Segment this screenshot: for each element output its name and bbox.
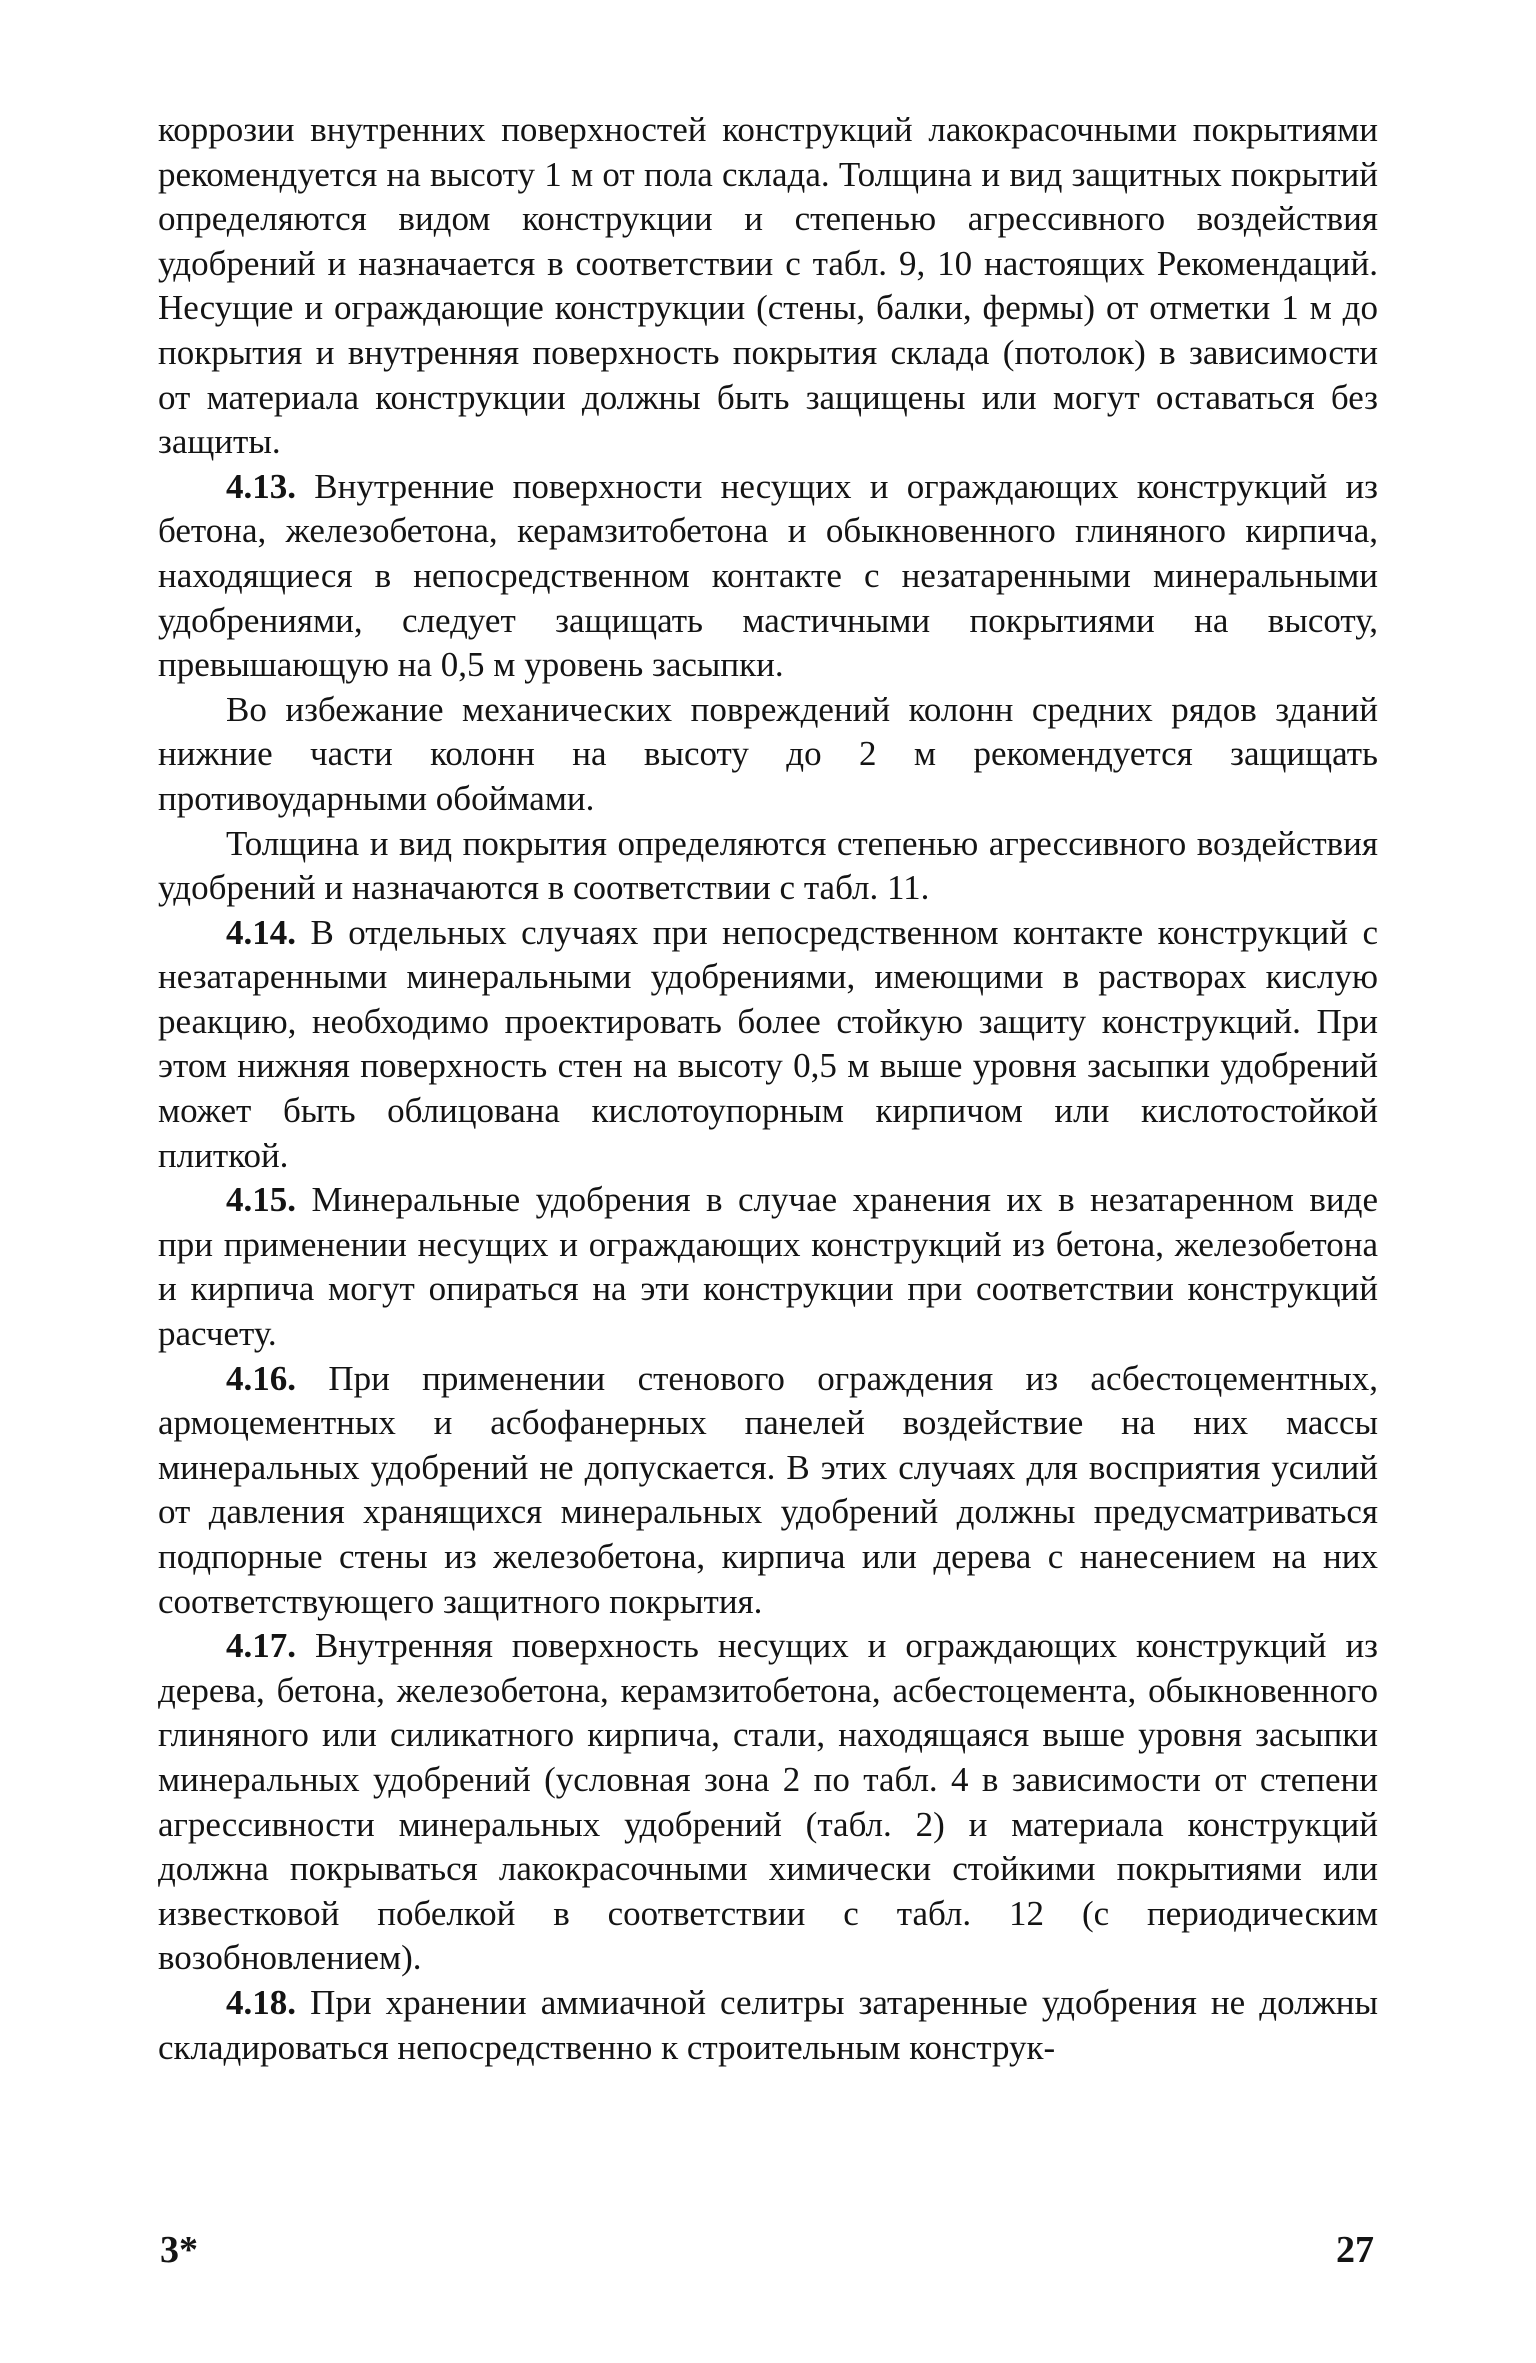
paragraph-coating-thickness [158,822,1378,911]
paragraph-text: Внутренние поверхности несущих и ограждающих конструкций из бетона, железобетона, керамзитобетона и обыкновенного глиняного кирпича, находящиеся в непосредственном контакте с незатаренными минеральными удобрениями, следует защищать мастичными покрытиями на высоту, превышающую на 0,5 м уровень засыпки. [158,466,1378,685]
page-footer [0,2228,1536,2288]
page-body [158,108,1378,2070]
section-number: 4.18. [226,1982,296,2022]
section-number: 4.15. [226,1180,296,1220]
paragraph-4-15 [158,1178,1378,1356]
paragraph-text: коррозии внутренних поверхностей конструкций лакокрасочными покрытиями рекомендуется на высоту 1 м от пола склада. Толщина и вид защитных покрытий определяются видом конструкции и степенью агрессивного воздействия удобрений и назначается в соответствии с табл. 9, 10 настоящих Рекомендаций. Несущие и ограждающие конструкции (стены, балки, фермы) от отметки 1 м до покрытия и внутренняя поверхность покрытия склада (потолок) в зависимости от материала конструкции должны быть защищены или могут оставаться без защиты. [158,110,1378,462]
page-number: 27 [1336,2229,1374,2271]
paragraph-text: В отдельных случаях при непосредственном контакте конструкций с незатаренными минеральными удобрениями, имеющими в растворах кислую реакцию, необходимо проектировать более стойкую защиту конструкций. При этом нижняя поверхность стен на высоту 0,5 м выше уровня засыпки удобрений может быть облицована кислотоупорным кирпичом или кислотостойкой плиткой. [158,912,1378,1175]
paragraph-4-17 [158,1624,1378,1981]
paragraph-4-14 [158,911,1378,1179]
paragraph-text: Толщина и вид покрытия определяются степенью агрессивного воздействия удобрений и назначаются в соответствии с табл. 11. [158,823,1378,908]
section-number: 4.16. [226,1358,296,1398]
section-number: 4.13. [226,466,296,506]
paragraph-text: При применении стенового ограждения из асбестоцементных, армоцементных и асбофанерных панелей воздействие на них массы минеральных удобрений не допускается. В этих случаях для восприятия усилий от давления хранящихся минеральных удобрений должны предусматриваться подпорные стены из железобетона, кирпича или дерева с нанесением на них соответствующего защитного покрытия. [158,1358,1379,1621]
section-number: 4.17. [226,1626,296,1666]
paragraph-4-18 [158,1981,1378,2070]
paragraph-4-16 [158,1357,1378,1625]
section-number: 4.14. [226,912,296,952]
paragraph-text: Внутренняя поверхность несущих и ограждающих конструкций из дерева, бетона, железобетона, керамзитобетона, асбестоцемента, обыкновенного глиняного или силикатного кирпича, стали, находящаяся выше уровня засыпки минеральных удобрений (условная зона 2 по табл. 4 в зависимости от степени агрессивности минеральных удобрений (табл. 2) и материала конструкций должна покрываться лакокрасочными химически стойкими покрытиями или известковой побелкой в соответствии с табл. 12 (с периодическим возобновлением). [158,1626,1378,1978]
paragraph-4-13 [158,465,1378,688]
paragraph-continuation [158,108,1378,465]
paragraph-text: Во избежание механических повреждений колонн средних рядов зданий нижние части колонн на высоту до 2 м рекомендуется защищать противоударными обоймами. [158,689,1378,818]
paragraph-text: При хранении аммиачной селитры затаренные удобрения не должны складироваться непосредственно к строительным конструк- [158,1982,1378,2067]
signature-mark: 3* [160,2229,198,2271]
paragraph-columns-protection [158,688,1378,822]
paragraph-text: Минеральные удобрения в случае хранения их в незатаренном виде при применении несущих и ограждающих конструкций из бетона, железобетона и кирпича могут опираться на эти конструкции при соответствии конструкций расчету. [158,1180,1379,1354]
